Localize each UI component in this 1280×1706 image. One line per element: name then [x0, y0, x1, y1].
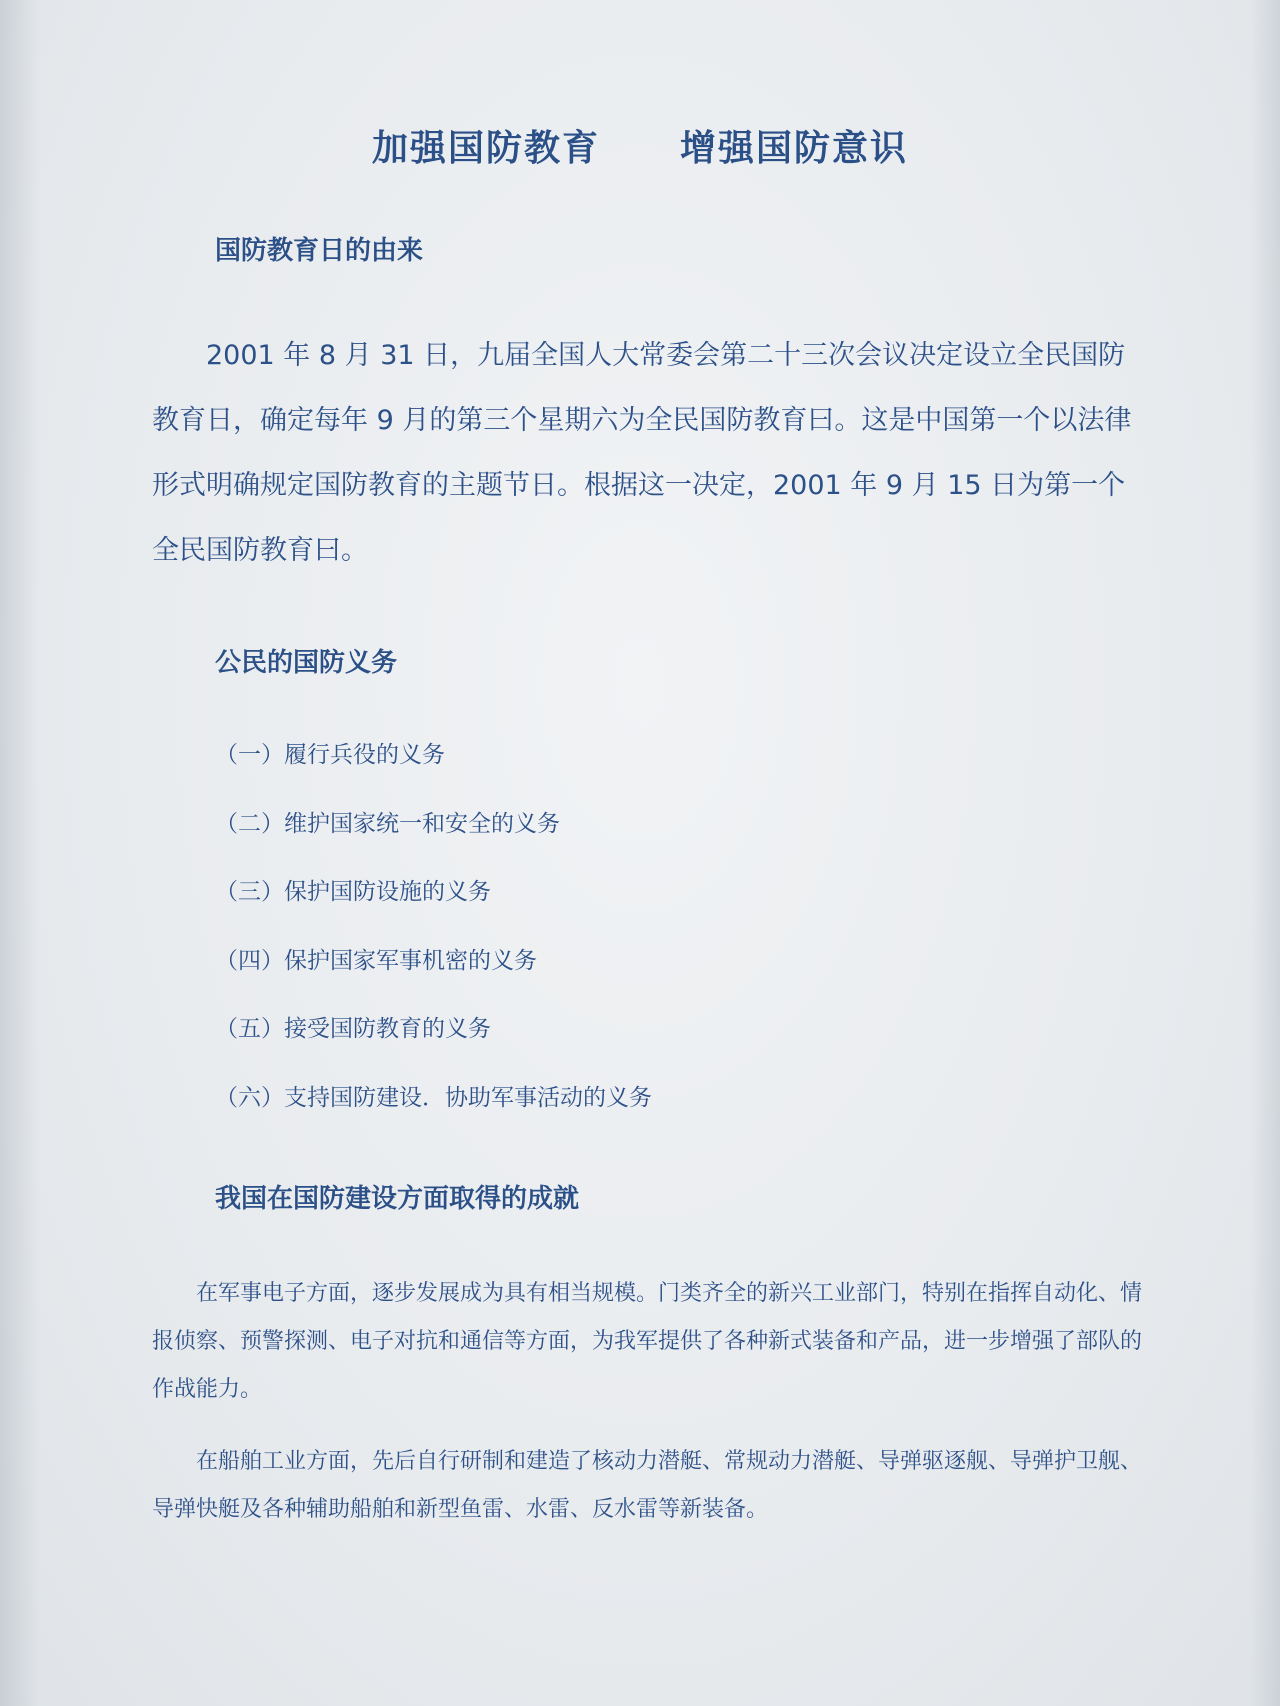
list-item: （一）履行兵役的义务 — [215, 742, 445, 768]
section-heading-duties: 公民的国防义务 — [215, 648, 398, 678]
title-part-2: 增强国防意识 — [680, 128, 909, 169]
paragraph-origin — [152, 323, 1142, 583]
paragraph-text: 2001 年 8 月 31 日，九届全国人大常委会第二十三次会议决定设立全民国防教育日，确定每年 9 月的第三个星期六为全民国防教育曰。这是中国第一个以法律形式明确规定国防教育的主题节日。根据这一决定，2001 年 9 月 15 日为第一个全民国防教育曰。 — [152, 340, 1132, 566]
duties-list — [215, 735, 652, 1146]
section-heading-origin: 国防教育日的由来 — [215, 236, 424, 266]
page-edge-shadow — [0, 0, 40, 1706]
section-heading-achievements: 我国在国防建设方面取得的成就 — [215, 1184, 580, 1214]
list-item: （二）维护国家统一和安全的义务 — [215, 810, 560, 837]
paragraph-text: 在船舶工业方面，先后自行研制和建造了核动力潜艇、常规动力潜艇、导弹驱逐舰、导弹护卫舰、导弹快艇及各种辅助船舶和新型鱼雷、水雷、反水雷等新装备。 — [152, 1449, 1143, 1522]
document-title — [0, 120, 1280, 171]
page-edge-shadow — [1250, 0, 1280, 1706]
paragraph-text: 在军事电子方面，逐步发展成为具有相当规模。门类齐全的新兴工业部门，特别在指挥自动化、情报侦察、预警探测、电子对抗和通信等方面，为我军提供了各种新式装备和产品，进一步增强了部队的作战能力。 — [152, 1281, 1143, 1402]
list-item: （三）保护国防设施的义务 — [215, 879, 491, 905]
list-item: （六）支持国防建设．协助军事活动的义务 — [215, 1084, 652, 1111]
list-item: （五）接受国防教育的义务 — [215, 1016, 491, 1042]
paragraph-electronics — [152, 1270, 1142, 1414]
paragraph-shipbuilding — [152, 1438, 1142, 1534]
list-item: （四）保护国家军事机密的义务 — [215, 947, 537, 974]
title-part-1: 加强国防教育 — [371, 128, 600, 169]
